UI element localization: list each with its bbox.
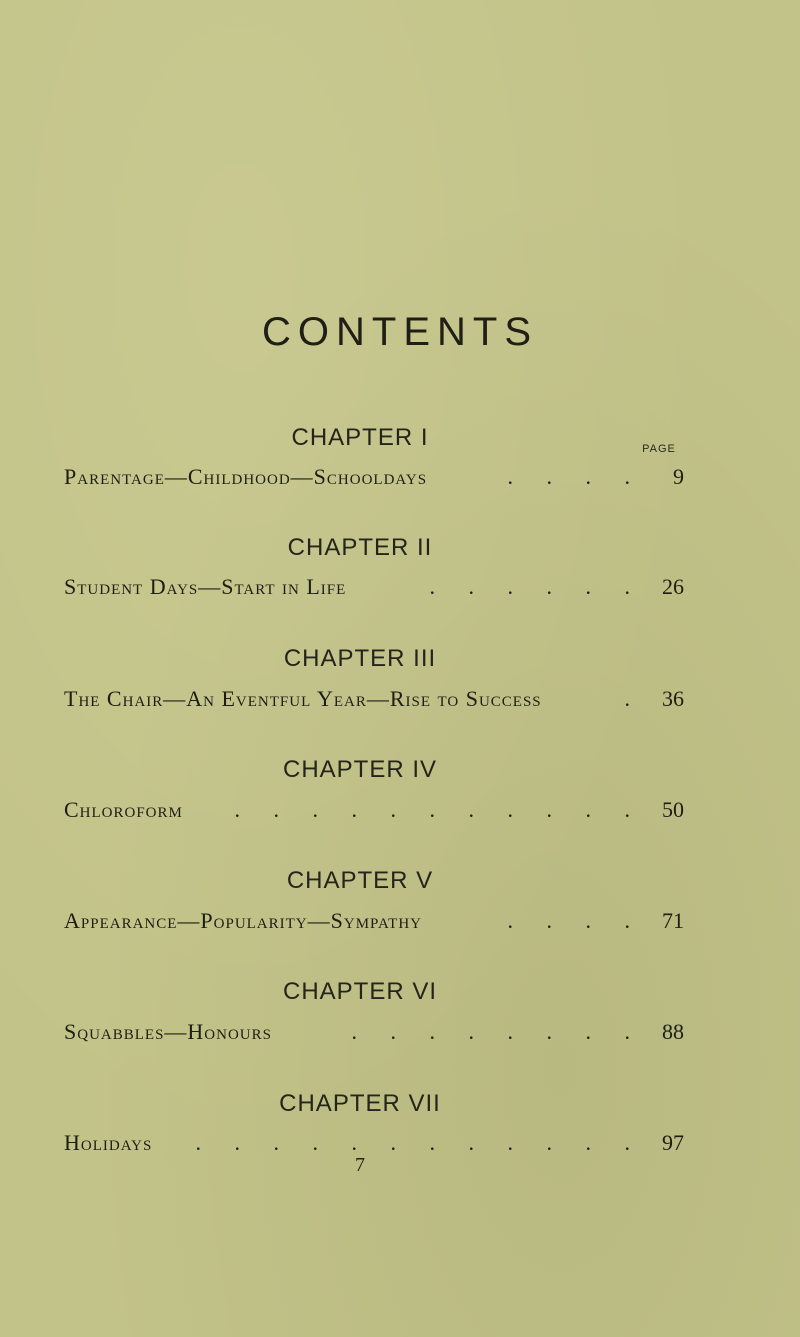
page-title: CONTENTS	[262, 310, 538, 354]
toc-entry-page: 88	[662, 1019, 684, 1044]
chapter-heading: CHAPTER VI	[282, 978, 438, 1005]
toc-entry	[64, 908, 684, 942]
toc-leader-dots: . . . . . .	[429, 574, 644, 599]
toc-entry	[64, 574, 684, 608]
toc-entry-page: 9	[673, 464, 684, 489]
toc-entry-page: 26	[662, 574, 684, 599]
toc-entry	[64, 464, 684, 498]
chapter-heading: CHAPTER II	[287, 534, 433, 561]
toc-entry-title: Appearance—Popularity—Sympathy	[64, 908, 423, 933]
toc-leader-dots: . . . .	[507, 908, 644, 933]
toc-entry-page: 97	[662, 1130, 684, 1155]
toc-entry	[64, 797, 684, 831]
chapter-heading: CHAPTER V	[286, 867, 434, 894]
chapter-heading: CHAPTER IV	[282, 756, 438, 783]
toc-entry-title: Chloroform	[64, 797, 183, 822]
page-number: 7	[355, 1154, 365, 1176]
toc-entry-title: Student Days—Start in Life	[64, 574, 347, 599]
toc-entry	[64, 686, 684, 720]
chapter-heading: CHAPTER III	[283, 645, 437, 672]
toc-entry-page: 36	[662, 686, 684, 711]
toc-leader-dots: . . . .	[507, 464, 644, 489]
toc-entry-title: The Chair—An Eventful Year—Rise to Success	[64, 686, 542, 711]
toc-entry-page: 50	[662, 797, 684, 822]
toc-entry-page: 71	[662, 908, 684, 933]
toc-leader-dots: . . . . . . . . . . .	[234, 797, 644, 822]
toc-leader-dots: . . . . . . . .	[351, 1019, 644, 1044]
toc-leader-dots: . . . . . . . . . . . .	[195, 1130, 644, 1155]
toc-entry-title: Squabbles—Honours	[64, 1019, 272, 1044]
toc-entry-title: Holidays	[64, 1130, 153, 1155]
page-column-label: PAGE	[642, 443, 676, 455]
toc-entry-title: Parentage—Childhood—Schooldays	[64, 464, 428, 489]
chapter-heading: CHAPTER I	[291, 424, 429, 451]
toc-leader-dots: .	[624, 686, 644, 711]
toc-entry	[64, 1019, 684, 1053]
chapter-heading: CHAPTER VII	[279, 1090, 441, 1117]
